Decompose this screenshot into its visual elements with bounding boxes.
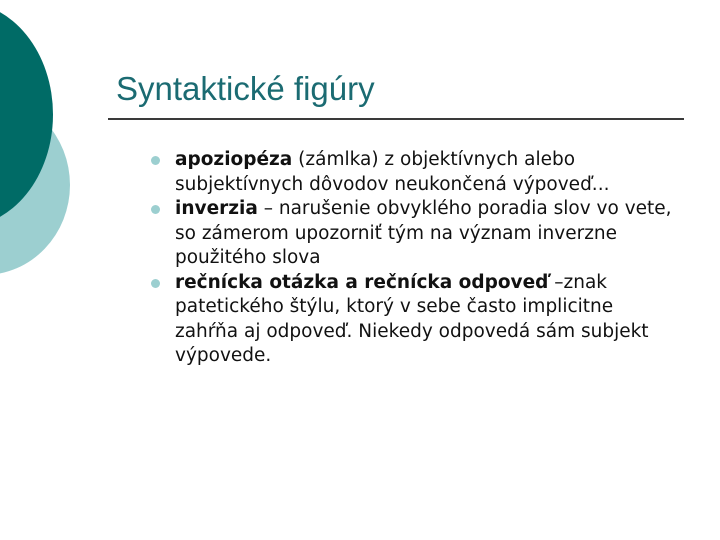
- slide-title: Syntaktické figúry: [116, 70, 375, 107]
- bullet-item-apoziopeza: [151, 148, 681, 197]
- bullet-icon: [151, 279, 160, 288]
- bullet-item-inverzia: [151, 197, 681, 271]
- bullet-icon: [151, 205, 160, 214]
- term-label: apoziopéza: [175, 149, 293, 170]
- term-description: (zámlka) z objektívnych alebo subjektívnych dôvodov neukončená výpoveď...: [175, 149, 610, 195]
- term-label: rečnícka otázka a rečnícka odpoveď: [175, 271, 549, 293]
- term-description: –znak patetického štýlu, ktorý v sebe často implicitne zahŕňa aj odpoveď. Niekedy odpovedá sám subjekt výpovede.: [175, 271, 649, 366]
- bullet-list: [151, 148, 681, 369]
- bullet-item-recnicka-otazka: [151, 271, 681, 369]
- title-divider: [108, 118, 684, 120]
- bullet-icon: [151, 156, 160, 165]
- term-label: inverzia: [175, 198, 258, 219]
- term-description: – narušenie obvyklého poradia slov vo vete, so zámerom upozorniť tým na význam inverzne použitého slova: [175, 198, 672, 268]
